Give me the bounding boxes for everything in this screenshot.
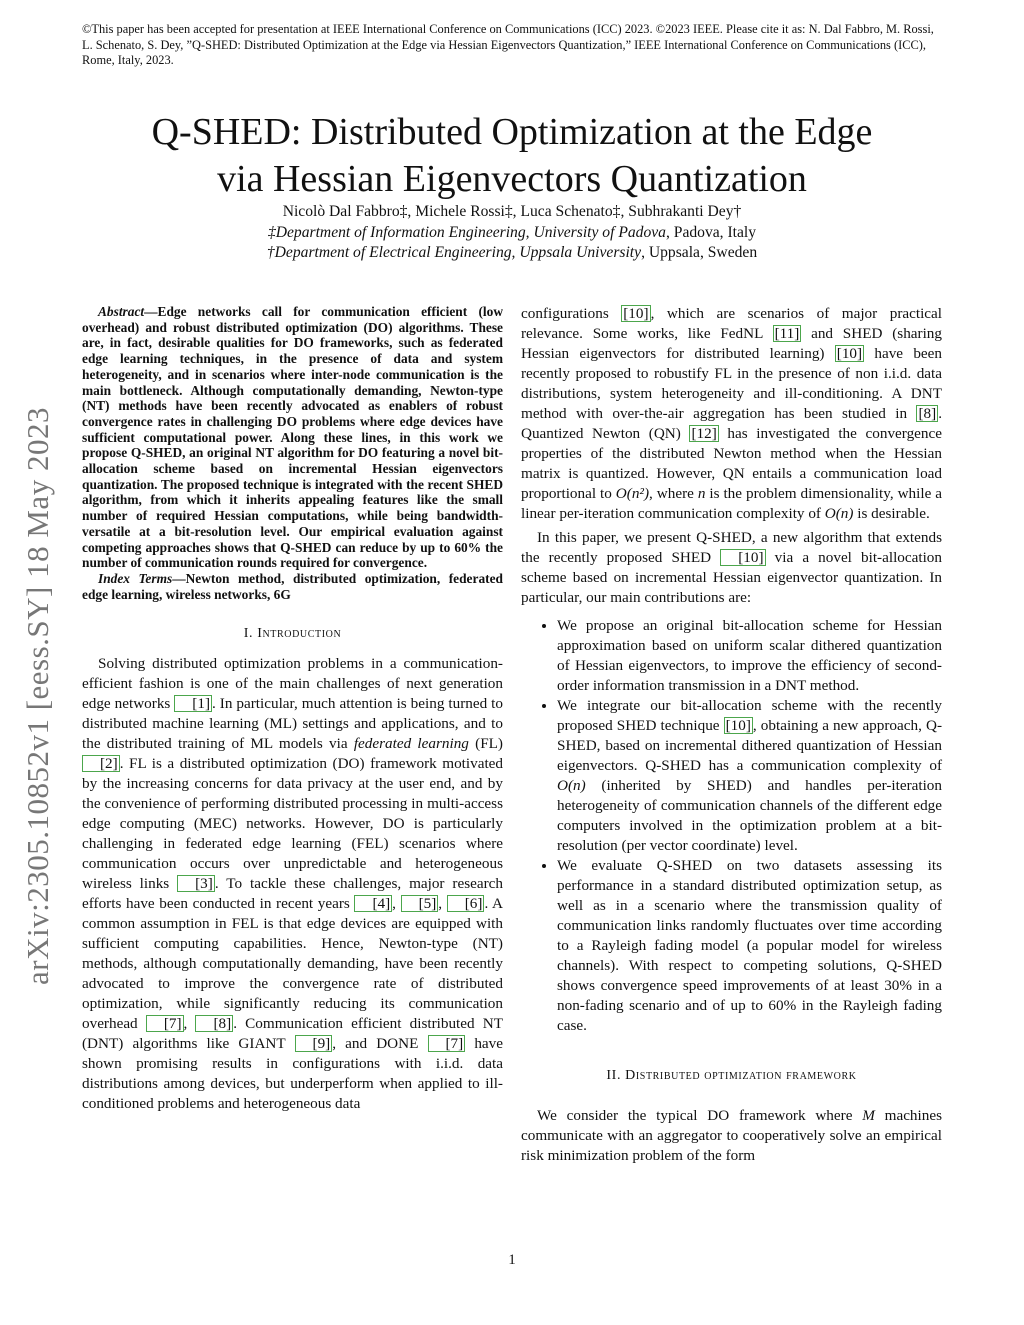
text-run: . To tackle these challenges, major research efforts have been conducted in recent years — [82, 875, 503, 913]
citation-link[interactable]: [10] — [720, 549, 765, 566]
affiliation-uppsala-dept: †Department of Electrical Engineering, Uppsala University — [266, 244, 642, 261]
text-run: is desirable. — [853, 505, 930, 522]
citation-link[interactable]: [8] — [918, 405, 937, 422]
section-number: II. — [606, 1068, 626, 1083]
abstract — [82, 304, 503, 571]
list-item — [557, 856, 942, 1036]
text-run: , which are scenarios of major practical relevance. Some works, like FedNL — [521, 305, 942, 342]
citation-link[interactable]: [7] — [146, 1015, 184, 1032]
right-paragraph-2 — [521, 528, 942, 608]
text-run: Solving distributed optimization problems in a communication-efficient fashion is one of the main challenges of next generation edge networks — [82, 655, 503, 713]
text-run: We propose an original bit-allocation scheme for Hessian approximation based on uniform scalar dithered quantization of Hessian eigenvectors, to improve the efficiency of second-order information transmission in a DNT method. — [557, 617, 942, 694]
contributions-list — [521, 616, 942, 1036]
list-item — [557, 696, 942, 856]
section-number: I. — [243, 626, 258, 642]
math-expression: O(n) — [824, 505, 854, 522]
text-run: (inherited by SHED) and handles per-iteration heterogeneity of communication channels of the different edge computers involved in the optimization problem at a bit-resolution (per vector coordinate) level. — [557, 777, 942, 854]
math-expression: M — [862, 1107, 875, 1124]
text-run: configurations — [521, 305, 622, 322]
citation-link[interactable]: [7] — [428, 1035, 466, 1052]
left-column — [82, 304, 503, 1114]
right-column — [521, 304, 942, 1166]
text-run: has investigated the convergence properties of the distributed Newton method when the Hessian matrix is quantized. However, QN entails a communication load proportional to — [521, 425, 942, 502]
index-terms — [82, 571, 503, 602]
index-terms-lead: Index Terms — [98, 570, 173, 586]
index-terms-text: —Newton method, distributed optimization, federated edge learning, wireless networks, 6G — [82, 570, 503, 602]
text-run: via a novel bit-allocation scheme based on incremental Hessian eigenvector quantization. In particular, our main contributions are: — [521, 549, 942, 606]
arxiv-sidebar-id: arXiv:2305.10852v1 [eess.SY] 18 May 2023 — [20, 407, 55, 985]
citation-link[interactable]: [12] — [691, 425, 717, 442]
citation-link[interactable]: [10] — [725, 717, 751, 734]
citation-link[interactable]: [10] — [836, 345, 863, 362]
citation-link[interactable]: [10] — [623, 305, 649, 322]
right-paragraph-1 — [521, 304, 942, 524]
section-name: Distributed optimization framework — [625, 1068, 857, 1083]
citation-link[interactable]: [2] — [82, 755, 120, 772]
abstract-text: —Edge networks call for communication efficient (low overhead) and robust distributed optimization (DO) algorithms. These are, in fact, desirable qualities for DO frameworks, such as federated edge learning techniques, in the presence of data and system heterogeneity, and in scenarios where inter-node communication is the main bottleneck. Although computationally demanding, Newton-type (NT) methods have been recently advocated as enablers of robust convergence rates in challenging DO problems where edge devices have sufficient computational power. Along these lines, in this work we propose Q-SHED, an original NT algorithm for DO featuring a novel bit-allocation scheme based on incremental Hessian eigenvectors quantization. The proposed technique is integrated with the recent SHED algorithm, from which it inherits appealing features like the small number of required Hessian computations, while being bandwidth-versatile at a bit-resolution level. Our empirical evaluation against competing approaches shows that Q-SHED can reduce by up to 60% the number of communication rounds required for convergence. — [82, 304, 503, 571]
text-run: , obtaining a new approach, Q-SHED, based on incremental dithered quantization of Hessian eigenvectors. Q-SHED has a communication complexity of — [557, 717, 942, 774]
affiliation-uppsala — [60, 243, 964, 264]
citation-link[interactable]: [11] — [774, 325, 800, 342]
text-run: We integrate our bit-allocation scheme with the recently proposed SHED technique — [557, 697, 942, 734]
text-run: machines communicate with an aggregator to cooperatively solve an empirical risk minimization problem of the form — [521, 1107, 942, 1164]
author-names: Nicolò Dal Fabbro‡, Michele Rossi‡, Luca Schenato‡, Subhrakanti Dey† — [282, 203, 742, 220]
math-expression: n — [697, 485, 706, 502]
text-run: We evaluate Q-SHED on two datasets assessing its performance in a standard distributed optimization setup, as well as in a scenario where the transmission quality of communication links randomly fluctuates over time according to a Rayleigh fading model (a popular model for wireless channels). With respect to competing solutions, Q-SHED shows convergence speed improvements of at least 30% in a non-fading scenario and of up to 60% in the Rayleigh fading case. — [557, 857, 942, 1034]
text-run: is the problem dimensionality, while a linear per-iteration communication complexity of — [521, 485, 942, 522]
title-line-1: Q-SHED: Distributed Optimization at the Edge — [151, 111, 873, 154]
affiliation-padova-dept: ‡Department of Information Engineering, University of Padova — [267, 223, 666, 241]
citation-link[interactable]: [4] — [354, 895, 392, 912]
affiliation-padova — [60, 223, 964, 244]
abstract-lead: Abstract — [98, 304, 145, 319]
text-run: We consider the typical DO framework where — [537, 1107, 863, 1124]
section-heading-introduction — [82, 624, 503, 644]
text-run: , and DONE — [332, 1035, 428, 1053]
affiliation-uppsala-place: , Uppsala, Sweden — [641, 244, 758, 261]
citation-link[interactable]: [6] — [447, 895, 485, 912]
title-line-2: via Hessian Eigenvectors Quantization — [217, 158, 807, 201]
page-number: 1 — [508, 1252, 516, 1268]
text-run: , where — [649, 485, 698, 502]
section-name: Introduction — [257, 626, 342, 642]
list-item — [557, 616, 942, 696]
affiliation-padova-place: , Padova, Italy — [665, 223, 757, 241]
text-run: In this paper, we present Q-SHED, a new algorithm that extends the recently proposed SHED — [521, 529, 942, 566]
math-expression: O(n²) — [615, 485, 650, 502]
intro-paragraph: Solving distributed optimization problems in a communication-efficient fashion is one of the main challenges of next generation edge networks [1] . In particular, much attention is being turned to distributed machine learning (ML) settings and applications, and to the distributed training of ML models via federated learning (FL) [2] . FL is a distributed optimization (DO) framework motivated by the increasing concerns for data privacy at the user end, and by the convenience of performing distributed processing in multi-access edge computing (MEC) networks. However, DO is particularly challenging in federated edge learning (FEL) scenarios where communication occurs over unpredictable and heterogeneous wireless links [3] . To tackle these challenges, major research efforts have been conducted in recent years [4] , [5] , [6] . A common assumption in FEL is that edge devices are equipped with sufficient computing capabilities. Hence, Newton-type (NT) methods, although computationally demanding, have been recently advocated to improve the convergence rate of distributed optimization, while significantly reducing its communication overhead [7] , [8] . Communication efficient distributed NT (DNT) algorithms like GIANT [9] , and DONE [7] have shown promising results in configurations with i.i.d. data distributions among devices, but underperform when applied to ill-conditioned problems and heterogeneous data — [82, 655, 504, 1113]
text-run: . Communication efficient distributed NT (DNT) algorithms like GIANT — [82, 1015, 504, 1053]
citation-link[interactable]: [1] — [174, 695, 212, 712]
citation-link[interactable]: [8] — [195, 1015, 233, 1032]
text-run: . Quantized Newton (QN) — [521, 405, 942, 442]
section-heading-framework — [521, 1066, 942, 1086]
text-run: and SHED (sharing Hessian eigenvectors for distributed learning) — [521, 325, 942, 362]
citation-link[interactable]: [3] — [177, 875, 215, 892]
citation-link[interactable]: [5] — [401, 895, 439, 912]
math-expression: O(n) — [557, 777, 586, 794]
text-run: (FL) — [468, 735, 503, 753]
text-run: have been recently proposed to robustify FL in the presence of non i.i.d. data distributions, system heterogeneity and ill-conditioning. A DNT method with over-the-air aggregation has been studied in — [521, 345, 942, 422]
text-run-italic: federated learning — [353, 735, 469, 753]
text-run: . In particular, much attention is being turned to distributed machine learning (ML) settings and applications, and to the distributed training of ML models via — [82, 695, 503, 753]
paper-title — [60, 109, 964, 203]
right-paragraph-3 — [521, 1106, 942, 1166]
text-run: . A common assumption in FEL is that edge devices are equipped with sufficient computing capabilities. Hence, Newton-type (NT) methods, although computationally demanding, have been recently advocated to improve the convergence rate of distributed optimization, while significantly reducing its communication overhead — [82, 895, 503, 1033]
text-run: . FL is a distributed optimization (DO) framework motivated by the increasing concerns for data privacy at the user end, and by the convenience of performing distributed processing in multi-access edge computing (MEC) networks. However, DO is particularly challenging in federated edge learning (FEL) scenarios where communication occurs over unpredictable and heterogeneous wireless links — [82, 755, 503, 893]
copyright-notice: ©This paper has been accepted for presentation at IEEE International Conference on Communications (ICC) 2023. ©2023 IEEE. Please cite it as: N. Dal Fabbro, M. Rossi, L. Schenato, S. Dey, ”Q-SHED: Distributed Optimization at the Edge via Hessian Eigenvectors Quantization,” IEEE International Conference on Communications (ICC), Rome, Italy, 2023. — [82, 22, 934, 68]
author-block — [60, 202, 964, 264]
citation-link[interactable]: [9] — [295, 1035, 333, 1052]
text-run: have shown promising results in configurations with i.i.d. data distributions among devices, but underperform when applied to ill-conditioned problems and heterogeneous data — [82, 1035, 504, 1113]
